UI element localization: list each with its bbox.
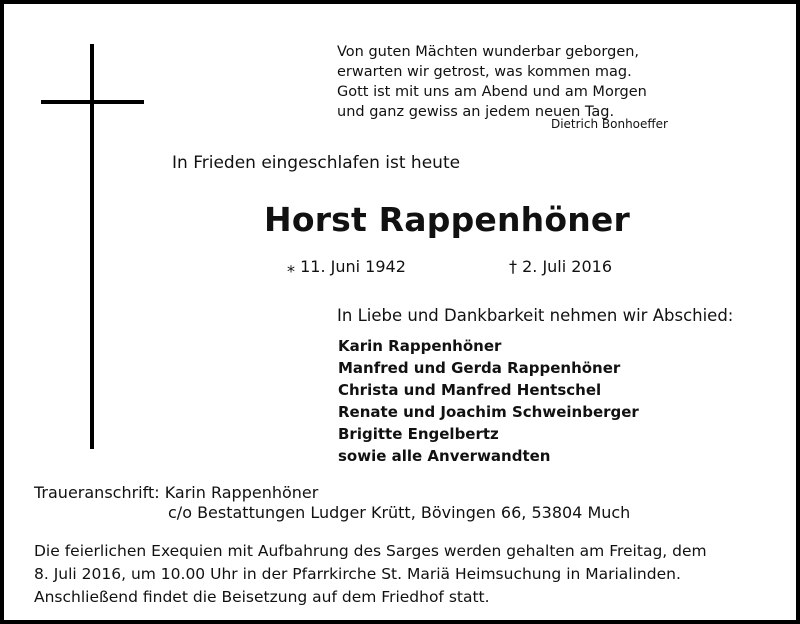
- service-info: [34, 540, 784, 609]
- cross-icon-vertical: [90, 44, 94, 449]
- mourning-address: Traueranschrift: Karin Rappenhöner: [34, 483, 319, 502]
- poem-author: Dietrich Bonhoeffer: [550, 117, 668, 131]
- cross-icon-horizontal: [41, 100, 144, 104]
- intro-text: In Frieden eingeschlafen ist heute: [172, 153, 461, 173]
- mourning-address-detail: c/o Bestattungen Ludger Krütt, Bövingen 66, 53804 Much: [168, 503, 631, 522]
- birth-date: ⁎ 11. Juni 1942: [287, 257, 406, 276]
- mourner-name: Manfred und Gerda Rappenhöner: [338, 359, 621, 377]
- poem-line: Von guten Mächten wunderbar geborgen,: [337, 44, 640, 60]
- farewell-text: In Liebe und Dankbarkeit nehmen wir Abschied:: [337, 306, 734, 325]
- death-date: † 2. Juli 2016: [509, 257, 612, 276]
- mourner-name: Karin Rappenhöner: [338, 337, 502, 355]
- mourner-name: sowie alle Anverwandten: [338, 447, 551, 465]
- service-line: Die feierlichen Exequien mit Aufbahrung des Sarges werden gehalten am Freitag, dem: [34, 542, 707, 560]
- poem: [337, 42, 647, 122]
- mourner-name: Renate und Joachim Schweinberger: [338, 403, 639, 421]
- poem-line: Gott ist mit uns am Abend und am Morgen: [337, 84, 647, 100]
- mourner-name: Brigitte Engelbertz: [338, 425, 499, 443]
- service-line: 8. Juli 2016, um 10.00 Uhr in der Pfarrkirche St. Mariä Heimsuchung in Marialinden.: [34, 565, 681, 583]
- deceased-name: Horst Rappenhöner: [264, 200, 630, 239]
- poem-line: erwarten wir getrost, was kommen mag.: [337, 64, 632, 80]
- mourner-name: Christa und Manfred Hentschel: [338, 381, 602, 399]
- service-line: Anschließend findet die Beisetzung auf dem Friedhof statt.: [34, 588, 490, 606]
- mourners-list: [338, 335, 639, 467]
- poem-line: und ganz gewiss an jedem neuen Tag.: [337, 104, 615, 120]
